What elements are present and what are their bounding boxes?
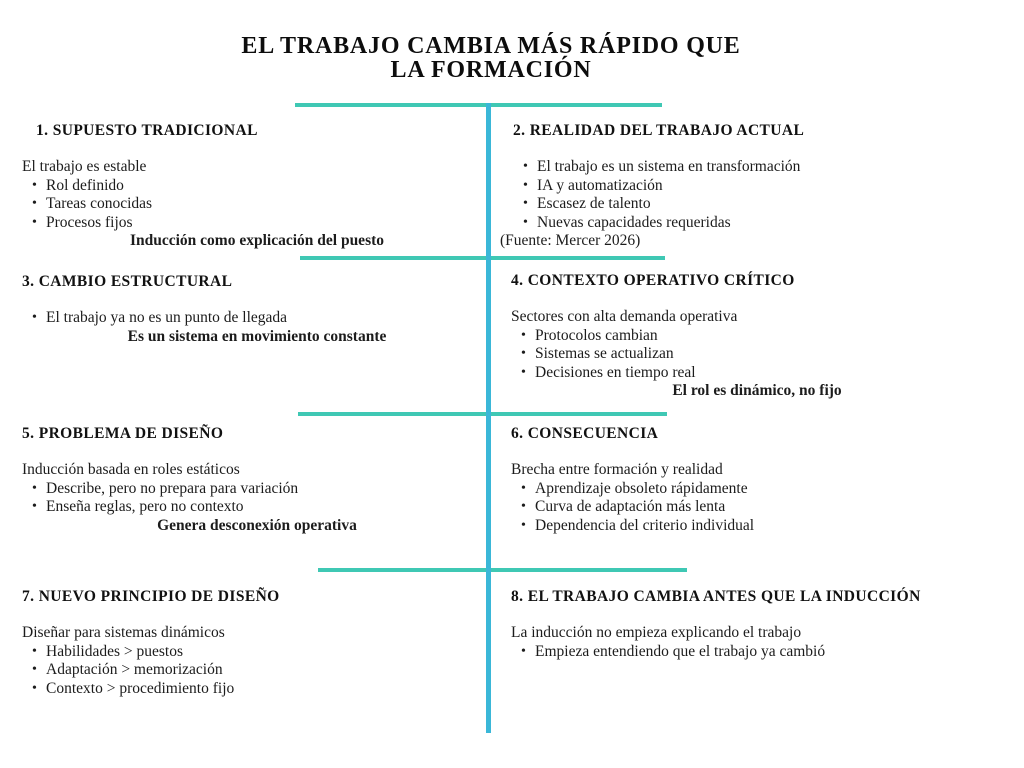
- divider-row2: [300, 256, 665, 260]
- bullet-list: [22, 480, 492, 517]
- section-8-trabajo-cambia-antes-que-induccion: [511, 587, 1003, 661]
- bullet-item: • Habilidades > puestos: [22, 643, 492, 662]
- section-2-realidad-del-trabajo-actual: [500, 121, 1005, 251]
- divider-row3: [298, 412, 667, 416]
- section-intro: Inducción basada en roles estáticos: [22, 461, 240, 478]
- bullet-item: • Dependencia del criterio individual: [511, 517, 1003, 536]
- section-5-problema-de-diseno: [22, 424, 492, 535]
- slide-title-line2: LA FORMACIÓN: [390, 57, 592, 83]
- section-heading: 4. CONTEXTO OPERATIVO CRÍTICO: [511, 272, 795, 289]
- section-heading: 6. CONSECUENCIA: [511, 425, 659, 442]
- bullet-list: [511, 480, 1003, 536]
- bullet-item: • Contexto > procedimiento fijo: [22, 680, 492, 699]
- bullet-item: • Nuevas capacidades requeridas: [513, 214, 1005, 233]
- section-7-nuevo-principio-de-diseno: [22, 587, 492, 698]
- bullet-item: • Empieza entendiendo que el trabajo ya cambió: [511, 643, 1003, 662]
- section-heading: 8. EL TRABAJO CAMBIA ANTES QUE LA INDUCCIÓN: [511, 588, 921, 605]
- bullet-item: • Procesos fijos: [22, 214, 492, 233]
- slide-title-line1: EL TRABAJO CAMBIA MÁS RÁPIDO QUE: [241, 33, 741, 59]
- section-6-consecuencia: [511, 424, 1003, 535]
- section-emphasis: Genera desconexión operativa: [157, 516, 357, 534]
- section-heading: 5. PROBLEMA DE DISEÑO: [22, 425, 224, 442]
- bullet-item: • Adaptación > memorización: [22, 661, 492, 680]
- section-intro: Diseñar para sistemas dinámicos: [22, 624, 225, 641]
- bullet-item: • Sistemas se actualizan: [511, 345, 1003, 364]
- bullet-item: • Tareas conocidas: [22, 195, 492, 214]
- section-heading: 7. NUEVO PRINCIPIO DE DISEÑO: [22, 588, 280, 605]
- bullet-item: • Enseña reglas, pero no contexto: [22, 498, 492, 517]
- section-intro: Sectores con alta demanda operativa: [511, 308, 738, 325]
- divider-top: [295, 103, 662, 107]
- section-1-supuesto-tradicional: [22, 121, 492, 251]
- bullet-item: • Aprendizaje obsoleto rápidamente: [511, 480, 1003, 499]
- section-emphasis: El rol es dinámico, no fijo: [672, 382, 842, 399]
- bullet-item: • Rol definido: [22, 177, 492, 196]
- section-heading: 3. CAMBIO ESTRUCTURAL: [22, 273, 233, 290]
- bullet-item: • El trabajo es un sistema en transformación: [513, 158, 1005, 177]
- section-intro: El trabajo es estable: [22, 158, 147, 175]
- section-intro: Brecha entre formación y realidad: [511, 461, 723, 478]
- section-intro: La inducción no empieza explicando el trabajo: [511, 624, 802, 641]
- source-note: (Fuente: Mercer 2026): [500, 232, 641, 249]
- divider-row4: [318, 568, 687, 572]
- bullet-item: • Escasez de talento: [513, 195, 1005, 214]
- bullet-list: [22, 643, 492, 699]
- section-emphasis: Inducción como explicación del puesto: [129, 232, 385, 249]
- section-4-contexto-operativo-critico: [511, 271, 1003, 401]
- bullet-item: • Curva de adaptación más lenta: [511, 498, 1003, 517]
- section-3-cambio-estructural: [22, 272, 492, 346]
- bullet-list: [511, 643, 1003, 662]
- bullet-list: [22, 177, 492, 233]
- bullet-list: [513, 158, 1005, 232]
- section-emphasis: Es un sistema en movimiento constante: [127, 327, 387, 345]
- section-heading: 1. SUPUESTO TRADICIONAL: [36, 122, 258, 139]
- bullet-list: [22, 309, 492, 328]
- bullet-item: • Protocolos cambian: [511, 327, 1003, 346]
- bullet-item: • Decisiones en tiempo real: [511, 364, 1003, 383]
- bullet-item: • IA y automatización: [513, 177, 1005, 196]
- slide-title: [0, 34, 982, 82]
- bullet-list: [511, 327, 1003, 383]
- bullet-item: • El trabajo ya no es un punto de llegada: [22, 309, 492, 328]
- bullet-item: • Describe, pero no prepara para variación: [22, 480, 492, 499]
- section-heading: 2. REALIDAD DEL TRABAJO ACTUAL: [513, 122, 805, 139]
